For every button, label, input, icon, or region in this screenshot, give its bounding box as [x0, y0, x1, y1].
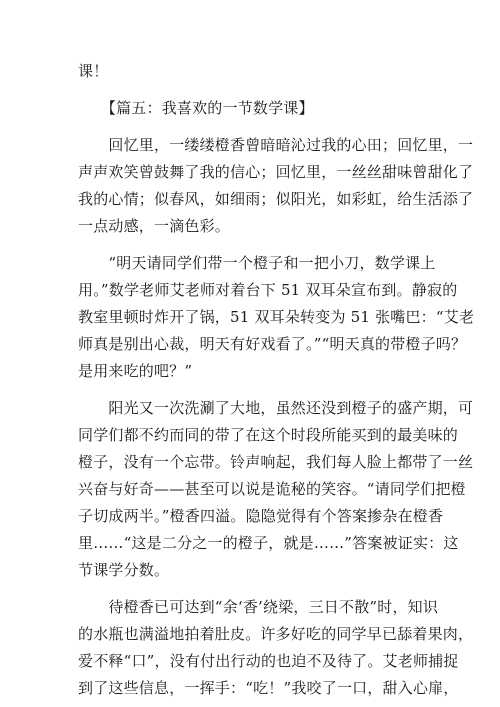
text-line: 到了这些信息，一挥手：“吃！”我咬了一口，甜入心扉， [78, 679, 459, 697]
text-line: 师真是别出心裁，明天有好戏看了。”“明天真的带橙子吗？ [78, 335, 467, 353]
document-page [78, 58, 475, 702]
text-line: 用。”数学老师艾老师对着台下 51 双耳朵宣布到。静寂的 [78, 281, 458, 299]
paragraph [78, 250, 475, 385]
paragraph [78, 58, 428, 85]
text-line: 的水瓶也满溢地拍着肚皮。许多好吃的同学早已舔着果肉， [78, 625, 474, 643]
text-line: 声声欢笑曾鼓舞了我的信心；回忆里，一丝丝甜味曾甜化了 [78, 163, 474, 181]
text-line: 橙子，没有一个忘带。铃声响起，我们每人脸上都带了一丝 [78, 453, 474, 471]
paragraph [78, 395, 474, 584]
text-line: 是用来吃的吧？” [78, 362, 193, 380]
text-line: 节课学分数。 [78, 561, 170, 579]
text-line: 子切成两半。”橙香四溢。隐隐觉得有个答案掺杂在橙香 [78, 507, 444, 525]
text-line: 同学们都不约而同的带了在这个时段所能买到的最美味的 [78, 426, 459, 444]
text-line: 我的心情；似春风，如细雨；似阳光，如彩虹，给生活添了 [78, 190, 474, 208]
text-line: 待橙香已可达到“余‘香’绕梁，三日不散”时，知识 [78, 598, 439, 616]
text-line: “明天请同学们带一个橙子和一把小刀，数学课上 [78, 254, 436, 272]
text-line: 【篇五：我喜欢的一节数学课】 [78, 99, 314, 117]
text-line: 里……“这是二分之一的橙子，就是……”答案被证实：这 [78, 534, 459, 552]
text-line: 回忆里，一缕缕橙香曾暗暗沁过我的心田；回忆里，一 [78, 136, 474, 154]
text-line: 一点动感，一滴色彩。 [78, 217, 231, 235]
text-line: 阳光又一次洗涮了大地，虽然还没到橙子的盛产期，可 [78, 399, 474, 417]
paragraph [78, 594, 474, 702]
text-line: 教室里顿时炸开了锅，51 双耳朵转变为 51 张嘴巴：“艾老 [78, 308, 475, 326]
text-line: 爱不释“口”，没有付出行动的也迫不及待了。艾老师捕捉 [78, 652, 459, 670]
text-line: 课！ [78, 62, 109, 80]
text-line: 兴奋与好奇——甚至可以说是诡秘的笑容。“请同学们把橙 [78, 480, 466, 498]
section-heading [78, 95, 428, 122]
paragraph [78, 132, 474, 240]
